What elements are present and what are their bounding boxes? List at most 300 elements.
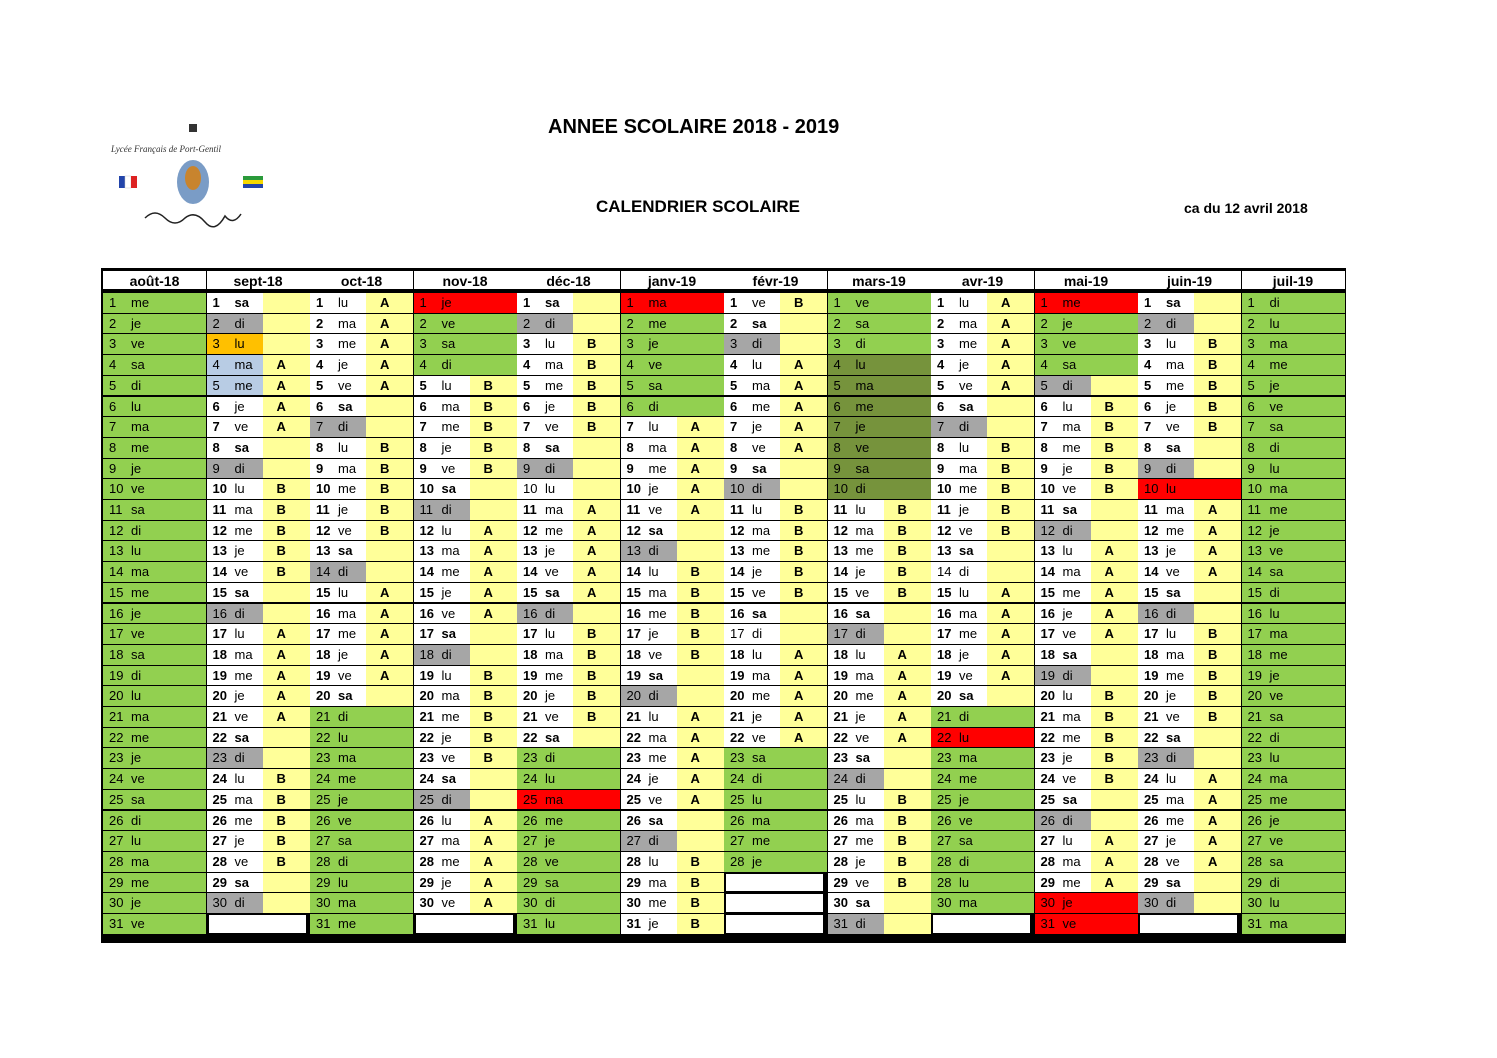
day-row xyxy=(103,417,206,437)
day-row xyxy=(207,334,310,354)
day-row xyxy=(621,583,724,603)
day-number: 23 xyxy=(310,748,334,768)
day-number: 20 xyxy=(310,686,334,706)
day-row xyxy=(103,811,206,831)
day-number: 20 xyxy=(1138,686,1162,706)
day-number: 7 xyxy=(621,417,645,437)
day-number: 12 xyxy=(724,521,748,541)
week-type xyxy=(1091,893,1138,913)
day-name: ve xyxy=(1059,334,1091,354)
day-row xyxy=(517,790,620,810)
day-number: 19 xyxy=(621,666,645,686)
day-name: sa xyxy=(541,293,573,313)
day-name: lu xyxy=(231,479,263,499)
day-number: 10 xyxy=(828,479,852,499)
week-type xyxy=(677,521,724,541)
day-name: me xyxy=(645,314,677,334)
day-name: lu xyxy=(852,790,884,810)
week-type: A xyxy=(470,811,517,831)
day-row xyxy=(724,397,827,417)
day-row xyxy=(1138,562,1241,582)
day-number: 11 xyxy=(517,500,541,520)
day-number: 23 xyxy=(517,748,541,768)
week-type: A xyxy=(987,666,1034,686)
day-row xyxy=(103,376,206,396)
day-number: 26 xyxy=(931,811,955,831)
day-number: 29 xyxy=(828,873,852,893)
day-number: 25 xyxy=(517,790,541,810)
day-number: 25 xyxy=(931,790,955,810)
day-number: 5 xyxy=(621,376,645,396)
day-name: ve xyxy=(645,355,677,375)
week-type xyxy=(263,314,310,334)
day-number: 26 xyxy=(414,811,438,831)
month-header: mars-19 xyxy=(828,271,931,291)
week-type xyxy=(263,893,310,913)
day-name: di xyxy=(748,769,780,789)
day-number: 24 xyxy=(207,769,231,789)
week-type: A xyxy=(573,541,620,561)
day-row xyxy=(1138,355,1241,375)
day-name: ve xyxy=(127,914,159,934)
month-column xyxy=(828,271,931,942)
day-name: je xyxy=(438,293,470,313)
week-type: A xyxy=(263,376,310,396)
day-row xyxy=(1138,893,1241,913)
day-row xyxy=(931,852,1034,872)
day-name: ma xyxy=(334,748,366,768)
day-number: 24 xyxy=(621,769,645,789)
day-row xyxy=(621,314,724,334)
week-type: B xyxy=(470,686,517,706)
day-number: 12 xyxy=(931,521,955,541)
week-type: B xyxy=(263,562,310,582)
day-number: 22 xyxy=(931,728,955,748)
week-type: B xyxy=(884,811,931,831)
week-type: B xyxy=(1091,438,1138,458)
day-number: 2 xyxy=(207,314,231,334)
day-name: ma xyxy=(438,541,470,561)
week-type: A xyxy=(780,397,827,417)
day-name: sa xyxy=(1162,293,1194,313)
week-type: A xyxy=(780,438,827,458)
day-row xyxy=(828,293,931,313)
day-name: me xyxy=(127,728,159,748)
day-name: ve xyxy=(1059,624,1091,644)
week-type xyxy=(159,873,206,893)
day-number: 5 xyxy=(1035,376,1059,396)
day-number: 15 xyxy=(931,583,955,603)
week-type xyxy=(1194,479,1241,499)
day-row xyxy=(517,459,620,479)
week-type xyxy=(159,334,206,354)
week-type xyxy=(470,500,517,520)
day-number: 20 xyxy=(207,686,231,706)
day-number: 18 xyxy=(310,645,334,665)
week-type: B xyxy=(1091,769,1138,789)
day-name: sa xyxy=(748,314,780,334)
day-name: je xyxy=(1059,748,1091,768)
day-number: 5 xyxy=(517,376,541,396)
week-type xyxy=(366,707,413,727)
school-calendar xyxy=(101,268,1346,943)
week-type: A xyxy=(366,604,413,624)
day-number: 6 xyxy=(1035,397,1059,417)
day-row xyxy=(207,293,310,313)
day-name: je xyxy=(645,769,677,789)
week-type xyxy=(1194,438,1241,458)
day-number: 25 xyxy=(724,790,748,810)
day-number: 29 xyxy=(621,873,645,893)
day-name: ma xyxy=(438,686,470,706)
day-name: je xyxy=(127,314,159,334)
day-number: 24 xyxy=(1242,769,1266,789)
day-name: lu xyxy=(955,728,987,748)
day-row xyxy=(103,624,206,644)
day-row xyxy=(621,500,724,520)
day-row xyxy=(828,873,931,893)
day-number: 11 xyxy=(1035,500,1059,520)
week-type xyxy=(573,459,620,479)
day-name: lu xyxy=(438,811,470,831)
day-row xyxy=(517,728,620,748)
day-number: 9 xyxy=(931,459,955,479)
day-name: ve xyxy=(127,334,159,354)
week-type: B xyxy=(780,521,827,541)
week-type xyxy=(1298,893,1345,913)
day-number: 22 xyxy=(1035,728,1059,748)
day-name: je xyxy=(1266,666,1298,686)
day-row xyxy=(828,479,931,499)
day-name: lu xyxy=(852,500,884,520)
day-row xyxy=(414,645,517,665)
week-type xyxy=(263,459,310,479)
day-name: lu xyxy=(748,645,780,665)
day-row xyxy=(310,562,413,582)
day-number: 6 xyxy=(828,397,852,417)
day-number: 31 xyxy=(621,914,645,934)
day-row xyxy=(517,500,620,520)
day-row xyxy=(1035,624,1138,644)
day-name: me xyxy=(541,376,573,396)
day-name: di xyxy=(541,459,573,479)
day-row xyxy=(724,686,827,706)
day-row xyxy=(207,583,310,603)
week-type xyxy=(159,438,206,458)
day-number: 19 xyxy=(1138,666,1162,686)
day-name: sa xyxy=(127,790,159,810)
week-type xyxy=(159,728,206,748)
day-row xyxy=(1138,686,1241,706)
day-row xyxy=(621,521,724,541)
day-name: je xyxy=(127,459,159,479)
day-name: sa xyxy=(127,355,159,375)
day-name: lu xyxy=(852,355,884,375)
week-type: A xyxy=(987,293,1034,313)
week-type xyxy=(159,666,206,686)
day-name: lu xyxy=(438,521,470,541)
day-row xyxy=(1035,314,1138,334)
week-type xyxy=(780,479,827,499)
day-name: je xyxy=(852,417,884,437)
week-type xyxy=(677,666,724,686)
week-type: B xyxy=(470,748,517,768)
day-name: me xyxy=(438,852,470,872)
month-header: déc-18 xyxy=(517,271,620,291)
day-row xyxy=(414,604,517,624)
week-type xyxy=(884,314,931,334)
day-number: 12 xyxy=(310,521,334,541)
day-name: ve xyxy=(645,790,677,810)
week-type xyxy=(366,397,413,417)
day-number: 24 xyxy=(828,769,852,789)
month-column xyxy=(1035,271,1138,942)
week-type xyxy=(1298,562,1345,582)
day-number: 23 xyxy=(621,748,645,768)
day-row xyxy=(103,355,206,375)
day-number: 12 xyxy=(1138,521,1162,541)
day-number: 28 xyxy=(414,852,438,872)
day-row xyxy=(621,914,724,934)
day-name: je xyxy=(645,624,677,644)
day-row xyxy=(621,334,724,354)
day-name: je xyxy=(748,417,780,437)
day-row xyxy=(621,293,724,313)
day-number: 7 xyxy=(1035,417,1059,437)
day-row xyxy=(414,686,517,706)
week-type xyxy=(1298,417,1345,437)
week-type xyxy=(1298,790,1345,810)
day-name: lu xyxy=(438,376,470,396)
week-type: A xyxy=(1091,852,1138,872)
day-number: 22 xyxy=(103,728,127,748)
week-type: A xyxy=(1091,541,1138,561)
day-row xyxy=(207,666,310,686)
day-number: 19 xyxy=(828,666,852,686)
day-number: 2 xyxy=(828,314,852,334)
day-name: me xyxy=(1266,500,1298,520)
day-row xyxy=(103,769,206,789)
day-number: 3 xyxy=(207,334,231,354)
day-number: 11 xyxy=(1242,500,1266,520)
week-type xyxy=(263,873,310,893)
day-name: lu xyxy=(1059,686,1091,706)
day-row xyxy=(1242,831,1345,851)
day-number: 18 xyxy=(207,645,231,665)
day-name: me xyxy=(1266,355,1298,375)
day-row xyxy=(207,873,310,893)
week-type xyxy=(159,852,206,872)
day-number: 28 xyxy=(1138,852,1162,872)
week-type xyxy=(470,645,517,665)
day-number: 23 xyxy=(1035,748,1059,768)
day-number: 4 xyxy=(828,355,852,375)
week-type: A xyxy=(470,541,517,561)
day-name: ve xyxy=(645,500,677,520)
day-name: me xyxy=(438,707,470,727)
week-type: A xyxy=(366,355,413,375)
day-row xyxy=(1242,707,1345,727)
week-type: B xyxy=(1194,334,1241,354)
day-number: 6 xyxy=(1138,397,1162,417)
day-row xyxy=(1138,666,1241,686)
month-column xyxy=(310,271,413,942)
week-type xyxy=(1091,314,1138,334)
day-name: di xyxy=(852,914,884,934)
day-row xyxy=(1242,479,1345,499)
day-number: 22 xyxy=(517,728,541,748)
week-type: A xyxy=(677,707,724,727)
day-row xyxy=(1138,334,1241,354)
day-row xyxy=(207,521,310,541)
day-row xyxy=(414,769,517,789)
week-type xyxy=(1091,293,1138,313)
week-type: B xyxy=(366,479,413,499)
week-type xyxy=(366,417,413,437)
day-number: 11 xyxy=(103,500,127,520)
week-type xyxy=(1091,521,1138,541)
week-type xyxy=(573,314,620,334)
day-name: ma xyxy=(334,459,366,479)
day-name: sa xyxy=(541,728,573,748)
week-type xyxy=(573,893,620,913)
day-number: 21 xyxy=(414,707,438,727)
day-number: 17 xyxy=(1035,624,1059,644)
week-type: A xyxy=(780,645,827,665)
day-number: 13 xyxy=(931,541,955,561)
day-number: 23 xyxy=(724,748,748,768)
week-type xyxy=(1298,459,1345,479)
week-type xyxy=(1298,438,1345,458)
day-row xyxy=(621,728,724,748)
week-type xyxy=(573,831,620,851)
week-type: B xyxy=(677,893,724,913)
day-name: lu xyxy=(1162,479,1194,499)
day-row xyxy=(931,438,1034,458)
day-row xyxy=(1035,293,1138,313)
day-name: di xyxy=(1162,893,1194,913)
week-type: A xyxy=(1194,811,1241,831)
week-type xyxy=(159,293,206,313)
week-type: B xyxy=(263,500,310,520)
month-header: juin-19 xyxy=(1138,271,1241,291)
day-name: me xyxy=(852,397,884,417)
day-name: ma xyxy=(438,397,470,417)
day-name: ve xyxy=(127,769,159,789)
week-type: A xyxy=(677,728,724,748)
day-number: 14 xyxy=(931,562,955,582)
day-name: me xyxy=(852,831,884,851)
day-number: 21 xyxy=(1242,707,1266,727)
day-name: sa xyxy=(334,686,366,706)
day-number: 22 xyxy=(724,728,748,748)
day-number: 16 xyxy=(931,604,955,624)
day-row xyxy=(1242,624,1345,644)
day-row xyxy=(414,748,517,768)
day-name: ve xyxy=(1266,541,1298,561)
day-name: je xyxy=(334,355,366,375)
day-name: ve xyxy=(127,479,159,499)
day-number: 30 xyxy=(207,893,231,913)
day-row xyxy=(828,811,931,831)
day-row xyxy=(1138,479,1241,499)
day-row xyxy=(207,562,310,582)
week-type: A xyxy=(677,459,724,479)
day-name: ma xyxy=(1266,624,1298,644)
day-name: me xyxy=(334,479,366,499)
week-type: B xyxy=(884,873,931,893)
day-row xyxy=(517,748,620,768)
day-name: sa xyxy=(955,831,987,851)
day-name: sa xyxy=(231,583,263,603)
week-type xyxy=(1194,604,1241,624)
day-name: di xyxy=(955,562,987,582)
day-name: sa xyxy=(127,645,159,665)
day-name: ma xyxy=(541,790,573,810)
week-type: B xyxy=(263,831,310,851)
day-row xyxy=(517,376,620,396)
day-name: ma xyxy=(438,831,470,851)
week-type: B xyxy=(573,397,620,417)
day-name: sa xyxy=(1059,790,1091,810)
month-column xyxy=(621,271,724,942)
day-name: ve xyxy=(231,417,263,437)
day-name: ve xyxy=(1059,769,1091,789)
week-type: B xyxy=(780,500,827,520)
week-type xyxy=(470,769,517,789)
day-number: 7 xyxy=(828,417,852,437)
empty-cell xyxy=(208,914,307,934)
week-type: A xyxy=(263,645,310,665)
day-name: ma xyxy=(852,376,884,396)
week-type xyxy=(470,293,517,313)
week-type xyxy=(159,562,206,582)
day-row xyxy=(1138,645,1241,665)
week-type: A xyxy=(1194,562,1241,582)
empty-cell xyxy=(932,914,1031,934)
week-type: A xyxy=(1194,769,1241,789)
week-type: B xyxy=(780,541,827,561)
day-number: 5 xyxy=(931,376,955,396)
day-row xyxy=(414,790,517,810)
day-row xyxy=(828,831,931,851)
week-type: A xyxy=(263,666,310,686)
day-name: lu xyxy=(334,728,366,748)
day-number: 2 xyxy=(517,314,541,334)
day-number: 17 xyxy=(310,624,334,644)
day-name: ma xyxy=(231,645,263,665)
day-row xyxy=(1138,748,1241,768)
day-name: me xyxy=(231,376,263,396)
day-row xyxy=(414,355,517,375)
day-name: me xyxy=(1162,521,1194,541)
day-name: di xyxy=(1162,748,1194,768)
day-name: ma xyxy=(541,500,573,520)
day-name: lu xyxy=(127,686,159,706)
day-row xyxy=(517,521,620,541)
day-row xyxy=(931,314,1034,334)
week-type: A xyxy=(573,562,620,582)
day-number: 16 xyxy=(414,604,438,624)
day-number: 10 xyxy=(310,479,334,499)
day-row xyxy=(931,707,1034,727)
week-type: A xyxy=(470,873,517,893)
day-row xyxy=(724,417,827,437)
day-name: lu xyxy=(334,873,366,893)
day-row xyxy=(1035,748,1138,768)
day-number: 6 xyxy=(207,397,231,417)
day-name: je xyxy=(1266,811,1298,831)
